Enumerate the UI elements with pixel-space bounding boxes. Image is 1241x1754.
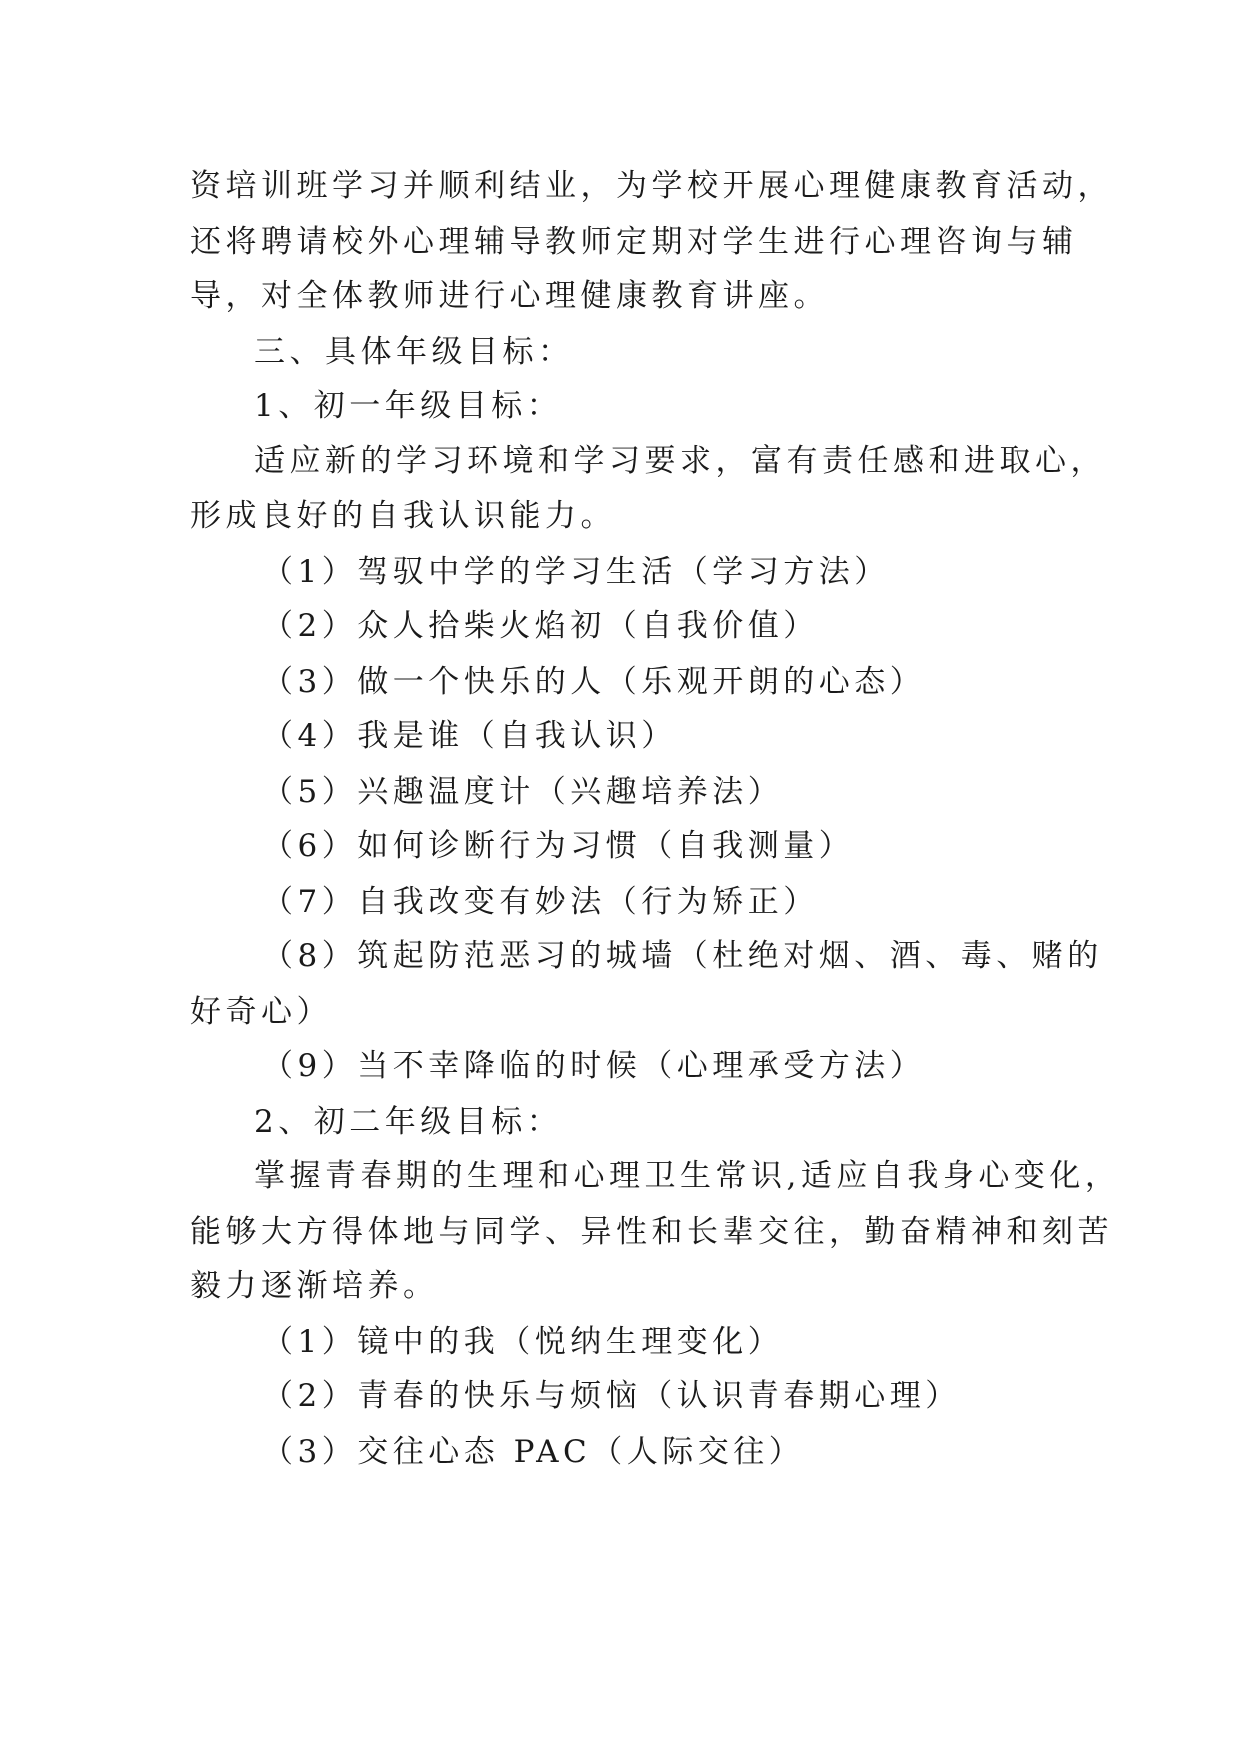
grade-two-heading: 2、初二年级目标： xyxy=(254,1104,563,1140)
paragraph-line: 导，对全体教师进行心理健康教育讲座。 xyxy=(190,278,829,314)
list-item: （1）镜中的我（悦纳生理变化） xyxy=(262,1324,784,1360)
list-item: （2）青春的快乐与烦恼（认识青春期心理） xyxy=(262,1378,961,1414)
paragraph-line: 还将聘请校外心理辅导教师定期对学生进行心理咨询与辅 xyxy=(190,224,1078,260)
grade-two-goal-line: 毅力逐渐培养。 xyxy=(190,1268,439,1304)
list-item: （2）众人拾柴火焰初（自我价值） xyxy=(262,608,819,644)
grade-one-goal-line: 形成良好的自我认识能力。 xyxy=(190,498,616,534)
list-item: （3）做一个快乐的人（乐观开朗的心态） xyxy=(262,664,926,700)
list-item: （3）交往心态 PAC（人际交往） xyxy=(262,1434,805,1470)
grade-one-goal-line: 适应新的学习环境和学习要求，富有责任感和进取心， xyxy=(254,443,1106,479)
section-heading: 三、具体年级目标： xyxy=(254,334,574,370)
grade-two-goal-line: 能够大方得体地与同学、异性和长辈交往，勤奋精神和刻苦 xyxy=(190,1214,1113,1250)
paragraph-line: 资培训班学习并顺利结业，为学校开展心理健康教育活动， xyxy=(190,168,1113,204)
list-item: （9）当不幸降临的时候（心理承受方法） xyxy=(262,1048,926,1084)
grade-one-heading: 1、初一年级目标： xyxy=(254,388,563,424)
list-item: （1）驾驭中学的学习生活（学习方法） xyxy=(262,554,890,590)
list-item: （4）我是谁（自我认识） xyxy=(262,718,677,754)
list-item: （8）筑起防范恶习的城墙（杜绝对烟、酒、毒、赌的 xyxy=(262,938,1103,974)
list-item: （6）如何诊断行为习惯（自我测量） xyxy=(262,828,855,864)
list-item-continuation: 好奇心） xyxy=(190,994,332,1030)
list-item: （5）兴趣温度计（兴趣培养法） xyxy=(262,774,784,810)
grade-two-goal-line: 掌握青春期的生理和心理卫生常识,适应自我身心变化， xyxy=(254,1158,1121,1194)
list-item: （7）自我改变有妙法（行为矫正） xyxy=(262,884,819,920)
